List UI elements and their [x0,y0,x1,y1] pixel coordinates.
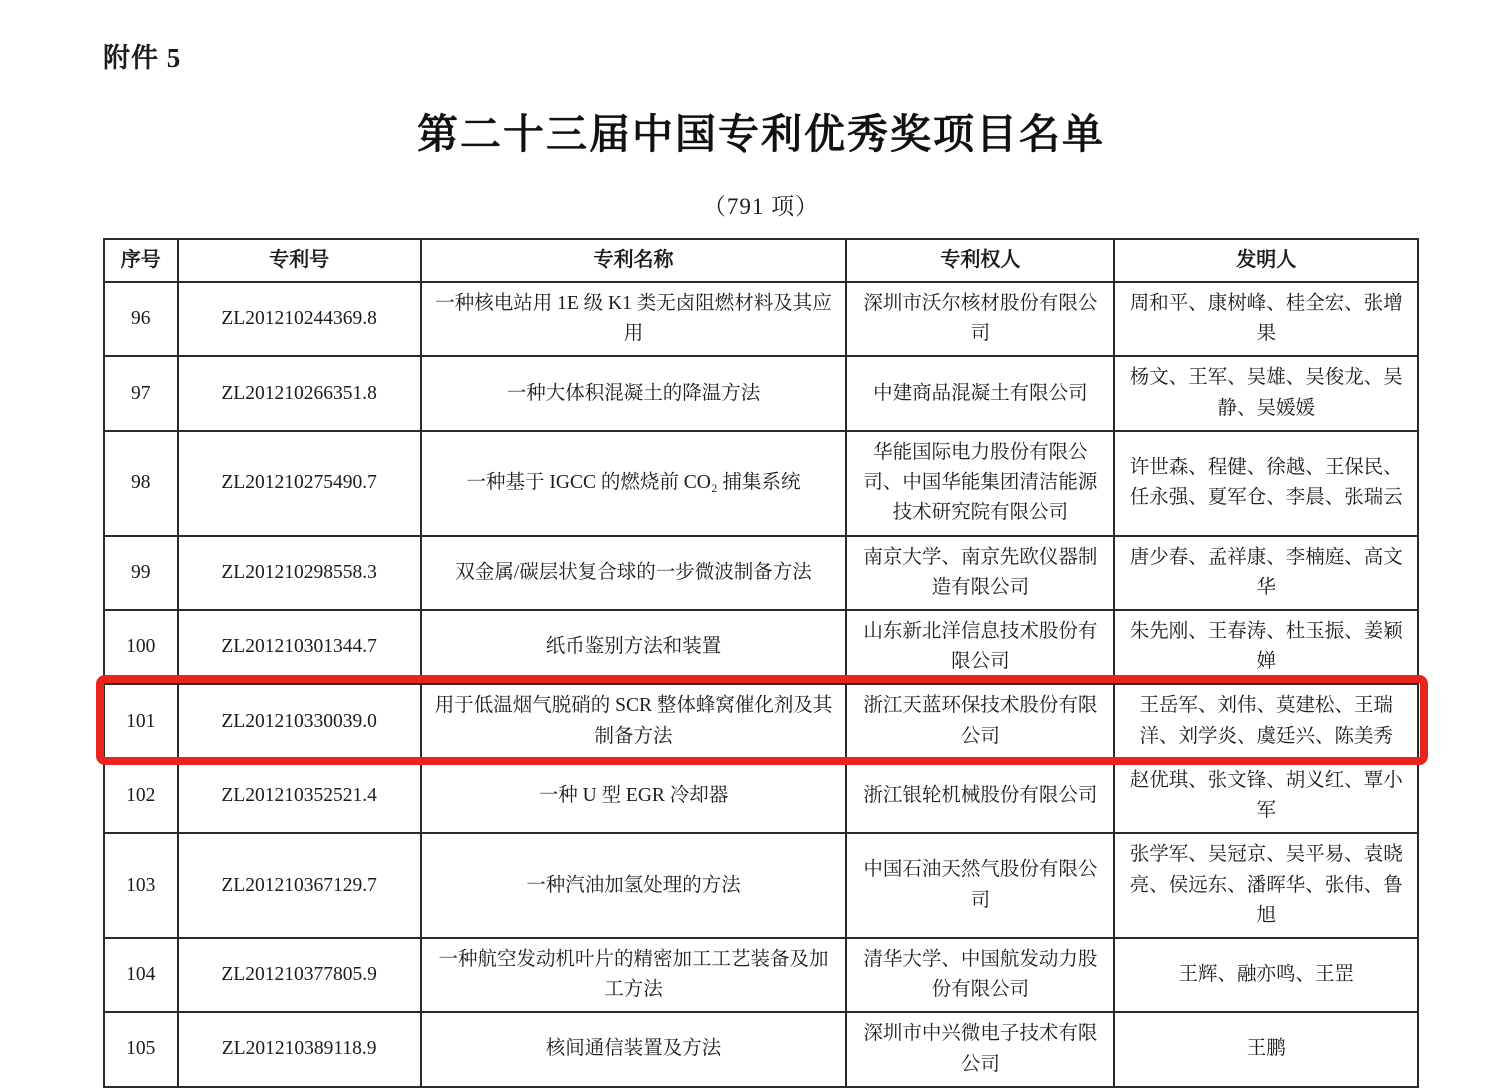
cell-row-number: 105 [104,1012,178,1086]
cell-row-number: 100 [104,610,178,684]
cell-patent-number: ZL201210301344.7 [178,610,421,684]
cell-patent-name: 一种基于 IGCC 的燃烧前 CO₂ 捕集系统 [421,431,847,536]
table-row [104,1012,1418,1086]
document-title: 第二十三届中国专利优秀奖项目名单 [417,111,1105,157]
cell-patentee: 深圳市中兴微电子技术有限公司 [846,1012,1114,1086]
cell-patent-name: 一种汽油加氢处理的方法 [421,833,847,938]
table-row [104,356,1418,430]
cell-patent-name: 一种 U 型 EGR 冷却器 [421,759,847,833]
table-header-row [104,239,1418,282]
cell-row-number: 101 [104,684,178,758]
cell-row-number: 102 [104,759,178,833]
column-header-3: 专利权人 [846,239,1114,282]
column-header-0: 序号 [104,239,178,282]
cell-row-number: 96 [104,282,178,356]
document-subtitle: （791 项） [702,194,820,219]
cell-patent-number: ZL201210275490.7 [178,431,421,536]
cell-patent-number: ZL201210352521.4 [178,759,421,833]
cell-patent-name: 用于低温烟气脱硝的 SCR 整体蜂窝催化剂及其制备方法 [421,684,847,758]
table-row [104,938,1418,1012]
table-row [104,431,1418,536]
cell-patentee: 山东新北洋信息技术股份有限公司 [846,610,1114,684]
cell-patent-number: ZL201210330039.0 [178,684,421,758]
cell-patent-name: 纸币鉴别方法和装置 [421,610,847,684]
column-header-2: 专利名称 [421,239,847,282]
cell-patentee: 南京大学、南京先欧仪器制造有限公司 [846,536,1114,610]
patent-table [103,238,1419,1088]
cell-patent-number: ZL201210367129.7 [178,833,421,938]
table-row [104,759,1418,833]
table-row [104,536,1418,610]
cell-patent-name: 一种航空发动机叶片的精密加工工艺装备及加工方法 [421,938,847,1012]
cell-patent-number: ZL201210244369.8 [178,282,421,356]
column-header-4: 发明人 [1114,239,1418,282]
cell-inventors: 王辉、融亦鸣、王罡 [1114,938,1418,1012]
column-header-1: 专利号 [178,239,421,282]
cell-inventors: 唐少春、孟祥康、李楠庭、高文华 [1114,536,1418,610]
cell-inventors: 王岳军、刘伟、莫建松、王瑞洋、刘学炎、虞廷兴、陈美秀 [1114,684,1418,758]
cell-patentee: 中国石油天然气股份有限公司 [846,833,1114,938]
cell-patent-number: ZL201210266351.8 [178,356,421,430]
cell-inventors: 赵优琪、张文锋、胡义红、覃小军 [1114,759,1418,833]
cell-inventors: 周和平、康树峰、桂全宏、张增果 [1114,282,1418,356]
cell-row-number: 99 [104,536,178,610]
cell-patentee: 清华大学、中国航发动力股份有限公司 [846,938,1114,1012]
cell-row-number: 98 [104,431,178,536]
cell-patent-name: 一种核电站用 1E 级 K1 类无卤阻燃材料及其应用 [421,282,847,356]
cell-inventors: 朱先刚、王春涛、杜玉振、姜颖婵 [1114,610,1418,684]
cell-patent-number: ZL201210389118.9 [178,1012,421,1086]
table-row [104,833,1418,938]
table-row [104,282,1418,356]
table-row [104,610,1418,684]
cell-patent-name: 一种大体积混凝土的降温方法 [421,356,847,430]
cell-inventors: 王鹏 [1114,1012,1418,1086]
cell-patentee: 浙江银轮机械股份有限公司 [846,759,1114,833]
cell-patentee: 华能国际电力股份有限公司、中国华能集团清洁能源技术研究院有限公司 [846,431,1114,536]
cell-patent-name: 双金属/碳层状复合球的一步微波制备方法 [421,536,847,610]
attachment-label: 附件 5 [103,43,182,73]
cell-patentee: 深圳市沃尔核材股份有限公司 [846,282,1114,356]
cell-row-number: 104 [104,938,178,1012]
cell-inventors: 杨文、王军、吴雄、吴俊龙、吴静、吴媛媛 [1114,356,1418,430]
cell-patent-number: ZL201210298558.3 [178,536,421,610]
cell-inventors: 张学军、吴冠京、吴平易、袁晓亮、侯远东、潘晖华、张伟、鲁旭 [1114,833,1418,938]
cell-patent-name: 核间通信装置及方法 [421,1012,847,1086]
cell-inventors: 许世森、程健、徐越、王保民、任永强、夏军仓、李晨、张瑞云 [1114,431,1418,536]
cell-patentee: 中建商品混凝土有限公司 [846,356,1114,430]
cell-patentee: 浙江天蓝环保技术股份有限公司 [846,684,1114,758]
cell-row-number: 97 [104,356,178,430]
table-row [104,684,1418,758]
cell-row-number: 103 [104,833,178,938]
patent-table-wrapper [103,238,1419,1088]
cell-patent-number: ZL201210377805.9 [178,938,421,1012]
